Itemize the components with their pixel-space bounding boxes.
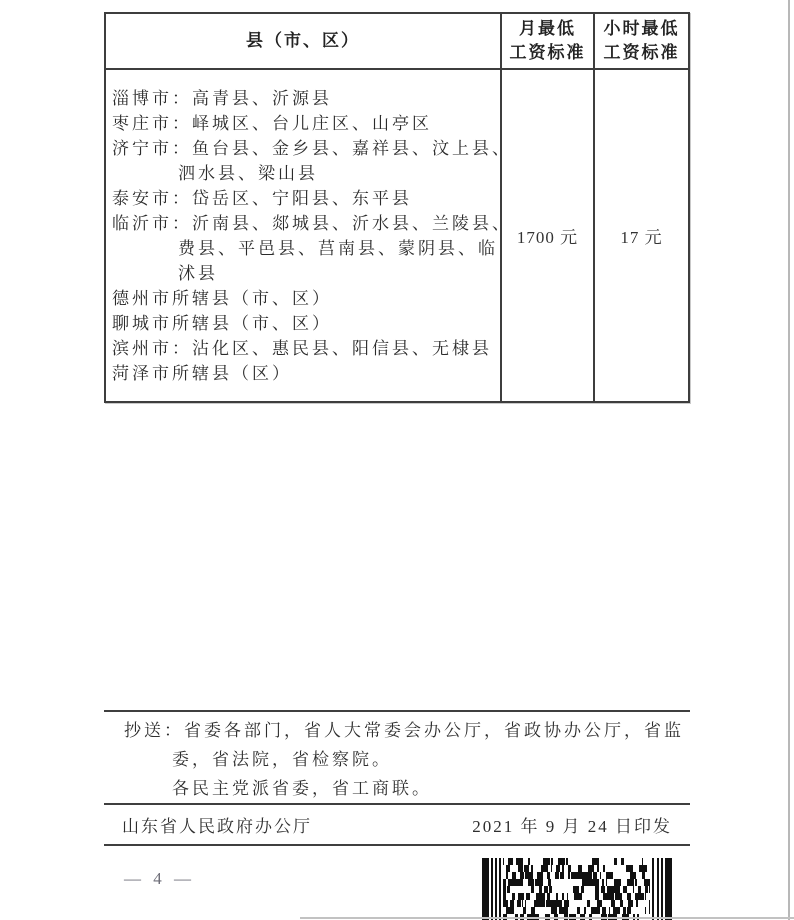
table-body-row: [106, 70, 688, 401]
cc-block: [124, 716, 684, 803]
header-region-column: [106, 14, 500, 68]
region-line: 临沂市：沂南县、郯城县、沂水县、兰陵县、: [112, 214, 512, 233]
pdf417-barcode: [482, 858, 672, 920]
header-hourly-line1: 小时最低: [603, 19, 680, 38]
monthly-wage-value: 1700 元: [500, 70, 593, 401]
region-line: 费县、平邑县、莒南县、蒙阴县、临: [178, 239, 498, 258]
header-region-label: 县（市、区）: [246, 31, 360, 50]
cc-line: 各民主党派省委，省工商联。: [172, 779, 432, 798]
region-line: 德州市所辖县（市、区）: [112, 289, 332, 308]
region-line: 泗水县、梁山县: [178, 164, 318, 183]
region-line: 聊城市所辖县（市、区）: [112, 314, 332, 333]
issuer-office: 山东省人民政府办公厅: [122, 817, 312, 836]
region-line: 菏泽市所辖县（区）: [112, 364, 292, 383]
table-header-row: [106, 14, 688, 70]
cc-top-rule: [104, 710, 690, 712]
header-monthly-line2: 工资标准: [509, 43, 586, 62]
page-number: — 4 —: [124, 869, 195, 888]
print-date: 2021 年 9 月 24 日印发: [472, 817, 672, 836]
page-edge-horizontal: [300, 917, 794, 919]
region-line: 枣庄市：峄城区、台儿庄区、山亭区: [112, 114, 432, 133]
page-edge-vertical: [788, 0, 790, 920]
header-monthly-line1: 月最低: [519, 19, 576, 38]
cc-line: 抄送：省委各部门，省人大常委会办公厅，省政协办公厅，省监: [124, 721, 684, 740]
region-line: 滨州市：沾化区、惠民县、阳信县、无棣县: [112, 339, 492, 358]
region-list-cell: [106, 70, 512, 401]
header-hourly-wage-column: [593, 14, 688, 68]
header-hourly-line2: 工资标准: [603, 43, 680, 62]
region-line: 泰安市：岱岳区、宁阳县、东平县: [112, 189, 412, 208]
cc-line: 委，省法院，省检察院。: [172, 750, 392, 769]
colophon-bottom-rule: [104, 844, 690, 846]
region-line: 沭县: [178, 264, 218, 283]
region-line: 淄博市：高青县、沂源县: [112, 89, 332, 108]
wage-table: [104, 12, 690, 403]
hourly-wage-value: 17 元: [593, 70, 688, 401]
region-line: 济宁市：鱼台县、金乡县、嘉祥县、汶上县、: [112, 139, 512, 158]
header-monthly-wage-column: [500, 14, 593, 68]
colophon-row: [104, 805, 690, 844]
